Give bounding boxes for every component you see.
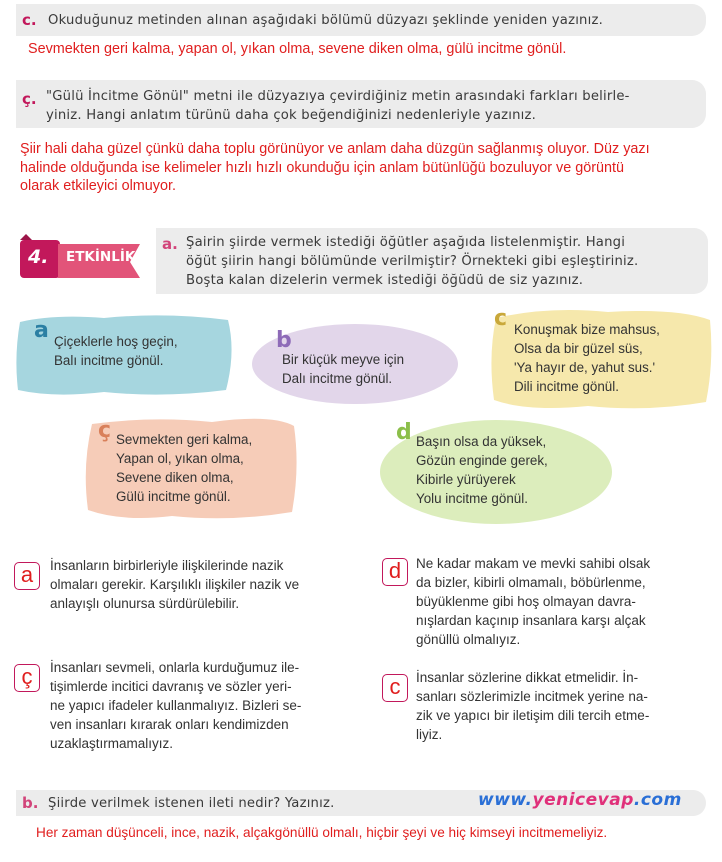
question-text-cc (46, 87, 630, 125)
verse-cloud-a (14, 312, 236, 398)
answer-cc (20, 140, 650, 196)
question-text-b: Şiirde verilmek istenen ileti nedir? Yazınız. (48, 796, 335, 811)
verse-cloud-d (378, 418, 614, 526)
verse-cloud-b (250, 322, 460, 406)
watermark (478, 790, 682, 810)
match-line: zik ve yapıcı bir iletişim dili tercih etme- (416, 708, 650, 723)
answer-c: Sevmekten geri kalma, yapan ol, yıkan olma, sevene diken olma, gülü incitme gönül. (28, 41, 567, 57)
activity-part-a-text (186, 233, 638, 290)
answer-line: olarak etkileyici olmuyor. (20, 178, 176, 194)
verse-line: Sevmekten geri kalma, (116, 432, 253, 447)
watermark-brand: yenicevap (532, 790, 634, 810)
activity-badge (18, 232, 143, 280)
activity-line: Boşta kalan dizelerin vermek istediği öğüdü de siz yazınız. (186, 273, 584, 288)
match-text-cc (50, 658, 301, 753)
cloud-letter-d: d (396, 420, 412, 445)
activity-line: Şairin şiirde vermek istediği öğütler aşağıda listelenmiştir. Hangi (186, 235, 626, 250)
verse-line: Çiçeklerle hoş geçin, (54, 334, 178, 349)
verse-line: Sevene diken olma, (116, 470, 234, 485)
watermark-prefix: www. (478, 790, 533, 810)
question-line: yiniz. Hangi anlatım türünü daha çok beğendiğinizi nedenleriyle yazınız. (46, 108, 537, 123)
match-line: gönüllü olmalıyız. (416, 632, 521, 647)
match-answer-box-cc: ç (14, 664, 40, 692)
answer-b: Her zaman düşünceli, ince, nazik, alçakgönüllü olmalı, hiçbir şeyi ve hiç kimseyi incitmemeliyiz. (36, 825, 608, 840)
match-text-c (416, 668, 649, 744)
match-line: sanları sözlerimizle incitmek yerine na- (416, 689, 648, 704)
verse-line: Yapan ol, yıkan olma, (116, 451, 244, 466)
verse-line: Balı incitme gönül. (54, 353, 164, 368)
verse-line: Bir küçük meyve için (282, 352, 405, 367)
activity-part-a-letter: a. (162, 235, 178, 253)
match-line: İnsanları sevmeli, onlarla kurduğumuz ile- (50, 660, 300, 675)
match-answer-box-c: c (382, 674, 408, 702)
verse-line: Yolu incitme gönül. (416, 491, 528, 506)
match-answer-box-d: d (382, 558, 408, 586)
verse-line: Kibirle yürüyerek (416, 472, 516, 487)
match-line: İnsanların birbirleriyle ilişkilerinde nazik (50, 558, 284, 573)
match-line: olmaları gerekir. Karşılıklı ilişkiler nazik ve (50, 577, 300, 592)
question-text-c: Okuduğunuz metinden alınan aşağıdaki bölümü düzyazı şeklinde yeniden yazınız. (48, 13, 603, 28)
verse-cloud-cc (82, 414, 300, 522)
verse-line: Gözün enginde gerek, (416, 453, 548, 468)
match-line: Ne kadar makam ve mevki sahibi olsak (416, 556, 651, 571)
question-line: "Gülü İncitme Gönül" metni ile düzyazıya çevirdiğiniz metin arasındaki farkları belirle- (46, 89, 630, 104)
question-letter-c: c. (22, 11, 37, 29)
answer-line: halinde olduğunda ise kelimeler hızlı hızlı okunduğu için anlam bütünlüğü bozuluyor ve görüntü (20, 159, 624, 176)
verse-line: 'Ya hayır de, yahut sus.' (514, 360, 656, 375)
question-letter-b: b. (22, 794, 39, 812)
verse-line: Gülü incitme gönül. (116, 489, 231, 504)
match-line: İnsanlar sözlerine dikkat etmelidir. İn- (416, 670, 639, 685)
match-line: büyüklenme gibi hoş olmayan davra- (416, 594, 636, 609)
match-line: tişimlerde incitici davranış ve sözler yeri- (50, 679, 292, 694)
question-letter-cc: ç. (22, 90, 37, 108)
verse-line: Dili incitme gönül. (514, 379, 619, 394)
cloud-letter-c: c (494, 306, 508, 331)
activity-label: ETKİNLİK (66, 249, 136, 265)
match-line: da bizler, kibirli olmamalı, böbürlenme, (416, 575, 646, 590)
activity-line: öğüt şiirin hangi bölümünde verilmiştir? Örnekteki gibi eşleştiriniz. (186, 254, 639, 269)
match-text-d (416, 554, 650, 649)
match-line: uzaklaştırmamalıyız. (50, 736, 174, 751)
cloud-letter-cc: ç (98, 418, 112, 443)
match-line: anlayışlı olunursa sürdürülebilir. (50, 596, 240, 611)
activity-number: 4. (28, 246, 49, 268)
verse-line: Dalı incitme gönül. (282, 371, 393, 386)
verse-line: Konuşmak bize mahsus, (514, 322, 660, 337)
match-text-a (50, 556, 299, 613)
verse-line: Olsa da bir güzel süs, (514, 341, 643, 356)
match-line: ven insanları kırarak onları kendimizden (50, 717, 289, 732)
match-line: nışlardan kaçınıp insanlara karşı alçak (416, 613, 646, 628)
answer-line: Şiir hali daha güzel çünkü daha toplu görünüyor ve anlam daha düzgün sağlanmış oluyor. Düz yazı (20, 141, 650, 157)
match-answer-box-a: a (14, 562, 40, 590)
watermark-suffix: .com (633, 790, 682, 810)
cloud-letter-a: a (34, 318, 49, 343)
verse-cloud-c (488, 306, 714, 412)
match-line: ne yapıcı ifadeler kullanmalıyız. Bizleri se- (50, 698, 302, 713)
match-line: liyiz. (416, 727, 443, 742)
verse-line: Başın olsa da yüksek, (416, 434, 547, 449)
cloud-letter-b: b (276, 328, 292, 353)
